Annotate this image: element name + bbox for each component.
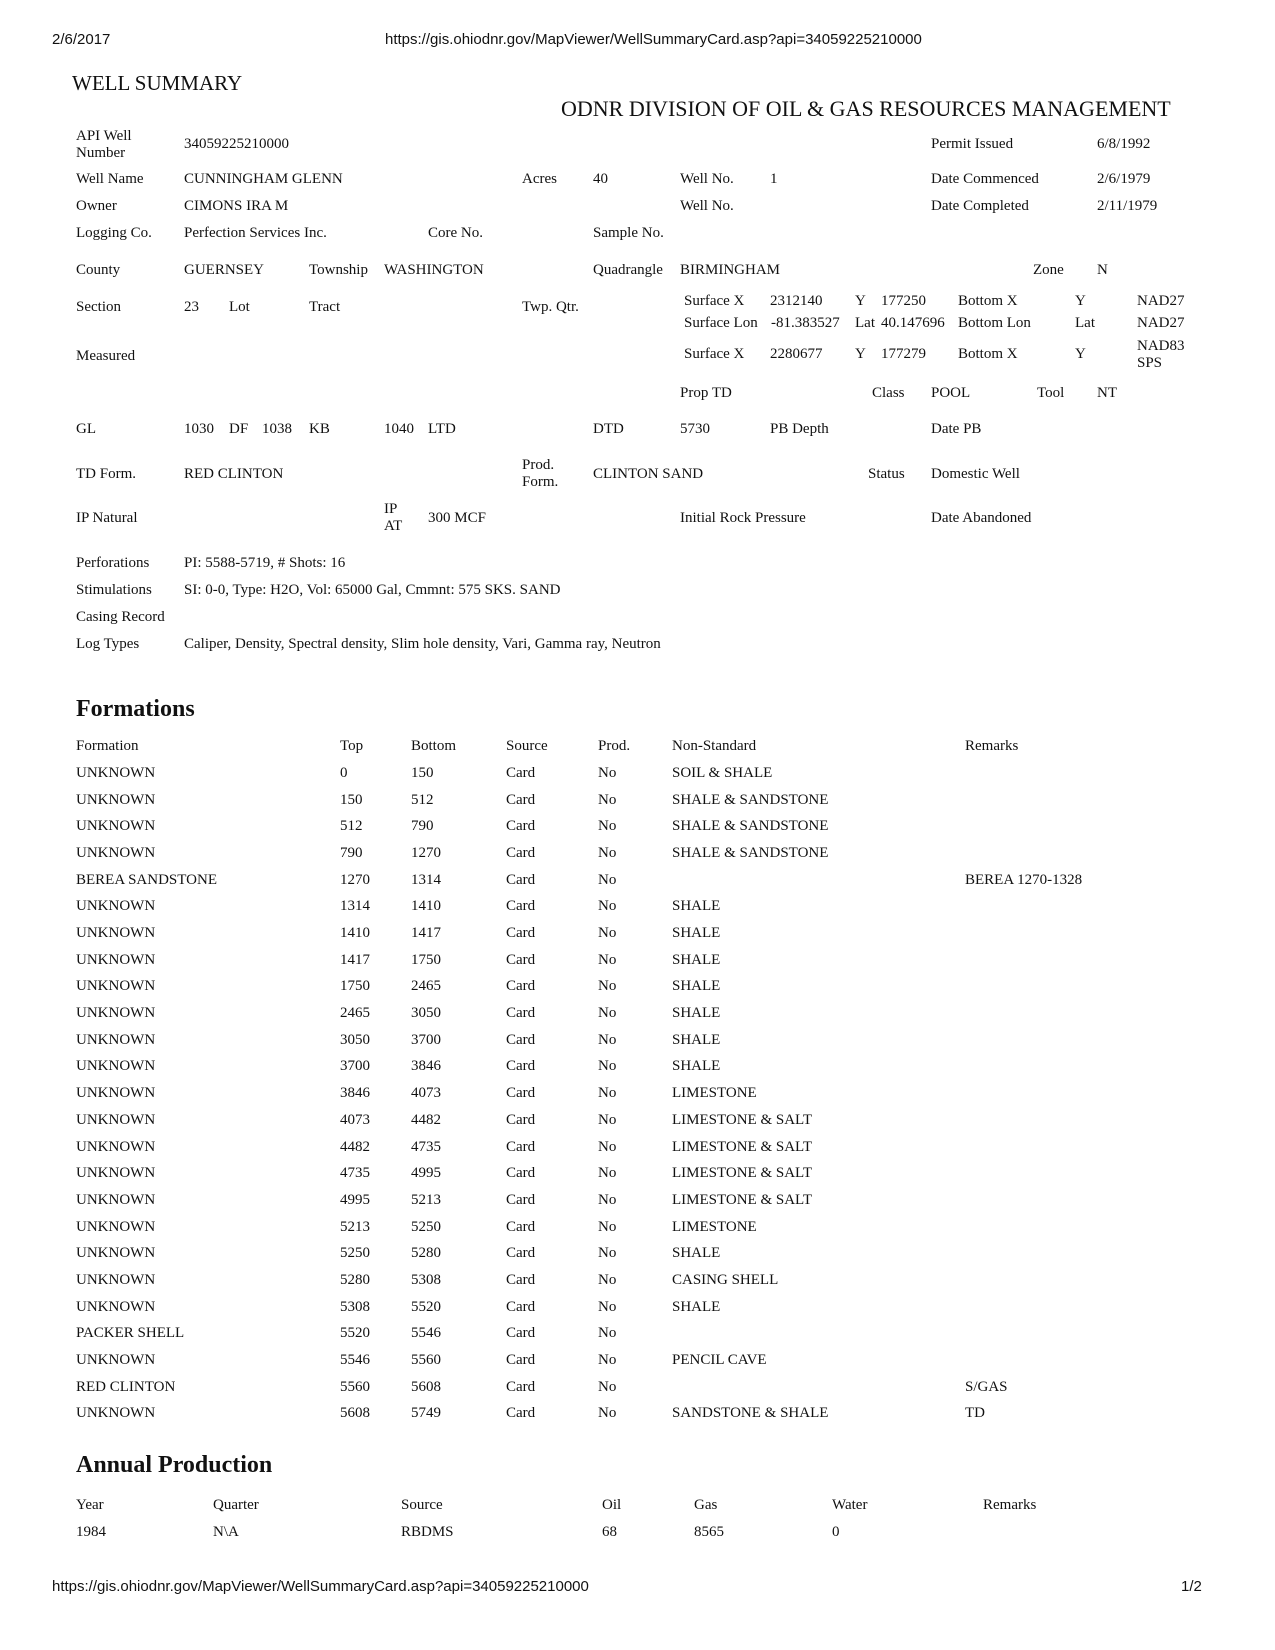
formations-cell: 1750 (340, 978, 370, 995)
formations-cell: 2465 (340, 1005, 370, 1022)
formations-cell: 790 (411, 818, 434, 835)
formations-cell: SOIL & SHALE (672, 765, 773, 781)
formations-cell: No (598, 1351, 617, 1368)
formations-cell: 1314 (411, 871, 441, 888)
prop-td-label: Prop TD (680, 385, 732, 401)
formations-cell: UNKNOWN (76, 1005, 156, 1022)
formations-cell: UNKNOWN (76, 1218, 156, 1235)
owner-value: CIMONS IRA M (184, 198, 289, 214)
owner-label: Owner (76, 198, 117, 214)
formations-cell: Card (506, 1405, 536, 1422)
formations-cell: 5546 (411, 1325, 441, 1342)
production-header-2: Source (401, 1497, 443, 1513)
api-label-2: Number (76, 145, 126, 161)
perforations-label: Perforations (76, 555, 150, 571)
formations-cell: SHALE (672, 1058, 721, 1075)
formations-cell: SHALE (672, 1031, 721, 1048)
formations-cell: Card (506, 818, 536, 835)
formations-cell: SHALE & SANDSTONE (672, 791, 829, 808)
formations-cell: 5308 (340, 1298, 370, 1315)
bottom-lat-label: Lat (1075, 315, 1095, 331)
ip-natural-label: IP Natural (76, 510, 138, 526)
bottom-x2-label: Bottom X (958, 346, 1018, 362)
formations-cell: No (598, 1298, 617, 1315)
kb-label: KB (309, 421, 330, 437)
td-form-value: RED CLINTON (184, 466, 284, 482)
formations-cell: 5280 (340, 1271, 370, 1288)
formations-cell: Card (506, 1165, 536, 1182)
formations-cell: UNKNOWN (76, 1271, 156, 1288)
formations-cell: 4995 (411, 1165, 441, 1182)
formations-cell: Card (506, 1191, 536, 1208)
well-no-value: 1 (770, 171, 778, 187)
formations-cell: SHALE (672, 898, 721, 915)
formations-cell: LIMESTONE & SALT (672, 1165, 813, 1182)
datum-2: NAD27 (1137, 315, 1185, 331)
production-cell: 68 (602, 1524, 617, 1540)
formations-cell: No (598, 845, 617, 862)
formations-cell: 5250 (411, 1218, 441, 1235)
formations-cell: Card (506, 1271, 536, 1288)
formations-cell: 512 (340, 818, 363, 835)
formations-cell: No (598, 791, 617, 808)
formations-cell: 3700 (340, 1058, 370, 1075)
production-header-6: Remarks (983, 1497, 1037, 1513)
formations-cell: S/GAS (965, 1378, 1008, 1395)
formations-cell: 4735 (340, 1165, 370, 1182)
formations-cell: UNKNOWN (76, 898, 156, 915)
formations-cell: No (598, 1058, 617, 1075)
tool-value: NT (1097, 385, 1117, 401)
formations-cell: No (598, 1191, 617, 1208)
formations-cell: LIMESTONE (672, 1218, 757, 1235)
formations-cell: SHALE (672, 1245, 721, 1262)
formations-cell: SHALE (672, 951, 721, 968)
township-value: WASHINGTON (384, 262, 484, 278)
logging-label: Logging Co. (76, 225, 152, 241)
formations-cell: No (598, 871, 617, 888)
datum-3a: NAD83 (1137, 338, 1185, 354)
production-cell: RBDMS (401, 1524, 454, 1540)
formations-cell: No (598, 1271, 617, 1288)
dtd-value: 5730 (680, 421, 710, 437)
acres-value: 40 (593, 171, 608, 187)
perforations-value: PI: 5588-5719, # Shots: 16 (184, 555, 346, 571)
formations-cell: 4073 (411, 1085, 441, 1102)
sample-no-label: Sample No. (593, 225, 664, 241)
formations-cell: 4995 (340, 1191, 370, 1208)
lat-label: Lat (855, 315, 875, 331)
formations-cell: No (598, 978, 617, 995)
print-page-number: 1/2 (1181, 1578, 1202, 1595)
bottom-x-label: Bottom X (958, 293, 1018, 309)
formations-header-5: Non-Standard (672, 738, 757, 754)
formations-header-3: Source (506, 738, 548, 754)
formations-cell: SHALE (672, 1298, 721, 1315)
y2-value: 177279 (881, 346, 926, 362)
formations-cell: UNKNOWN (76, 951, 156, 968)
formations-cell: UNKNOWN (76, 1031, 156, 1048)
formations-cell: 4073 (340, 1111, 370, 1128)
initial-rock-label: Initial Rock Pressure (680, 510, 806, 526)
class-value: POOL (931, 385, 971, 401)
print-url-header[interactable]: https://gis.ohiodnr.gov/MapViewer/WellSummaryCard.asp?api=34059225210000 (385, 31, 922, 48)
production-cell: N\A (213, 1524, 239, 1540)
formations-cell: SHALE (672, 978, 721, 995)
twp-qtr-label: Twp. Qtr. (522, 299, 579, 315)
well-no-label: Well No. (680, 171, 734, 187)
formations-cell: PACKER SHELL (76, 1325, 185, 1342)
prod-form-value: CLINTON SAND (593, 466, 704, 482)
formations-cell: UNKNOWN (76, 1405, 156, 1422)
stimulations-value: SI: 0-0, Type: H2O, Vol: 65000 Gal, Cmmnt: 575 SKS. SAND (184, 582, 561, 598)
formations-cell: UNKNOWN (76, 1298, 156, 1315)
production-cell: 0 (832, 1524, 840, 1540)
formations-cell: No (598, 898, 617, 915)
formations-cell: 0 (340, 765, 348, 781)
formations-cell: UNKNOWN (76, 765, 156, 781)
agency-title: ODNR DIVISION OF OIL & GAS RESOURCES MANAGEMENT (561, 96, 1171, 121)
surface-x2-value: 2280677 (770, 346, 823, 362)
formations-cell: UNKNOWN (76, 1191, 156, 1208)
api-label-1: API Well (76, 128, 132, 144)
class-label: Class (872, 385, 905, 401)
formations-cell: SANDSTONE & SHALE (672, 1405, 829, 1422)
formations-cell: No (598, 1165, 617, 1182)
formations-header-4: Prod. (598, 738, 631, 754)
formations-cell: 3846 (340, 1085, 370, 1102)
well-name-value: CUNNINGHAM GLENN (184, 171, 343, 187)
formations-cell: 5608 (340, 1405, 370, 1422)
formations-cell: UNKNOWN (76, 1351, 156, 1368)
production-header-0: Year (76, 1497, 104, 1513)
formations-cell: 3050 (411, 1005, 441, 1022)
formations-cell: No (598, 1138, 617, 1155)
formations-cell: SHALE & SANDSTONE (672, 818, 829, 835)
formations-cell: Card (506, 925, 536, 942)
permit-issued-value: 6/8/1992 (1097, 136, 1151, 152)
formations-cell: No (598, 951, 617, 968)
formations-header-2: Bottom (411, 738, 457, 754)
formations-cell: BEREA SANDSTONE (76, 871, 217, 888)
pb-depth-label: PB Depth (770, 421, 829, 437)
formations-cell: 5560 (411, 1351, 441, 1368)
formations-cell: 4482 (411, 1111, 441, 1128)
formations-cell: UNKNOWN (76, 1245, 156, 1262)
formations-cell: 1270 (411, 845, 441, 862)
formations-cell: 512 (411, 791, 434, 808)
measured-label: Measured (76, 348, 136, 364)
ip-at-value: 300 MCF (428, 510, 486, 526)
formations-header-1: Top (340, 738, 364, 754)
formations-cell: 5520 (411, 1298, 441, 1315)
quadrangle-label: Quadrangle (593, 262, 663, 278)
df-label: DF (229, 421, 249, 437)
ltd-label: LTD (428, 421, 456, 437)
casing-label: Casing Record (76, 609, 165, 625)
surface-x-value: 2312140 (770, 293, 823, 309)
formations-cell: UNKNOWN (76, 791, 156, 808)
datum-1: NAD27 (1137, 293, 1185, 309)
formations-cell: No (598, 1218, 617, 1235)
formations-cell: Card (506, 1325, 536, 1342)
formations-cell: Card (506, 1031, 536, 1048)
formations-cell: UNKNOWN (76, 845, 156, 862)
dtd-label: DTD (593, 421, 624, 437)
formations-cell: UNKNOWN (76, 818, 156, 835)
section-label: Section (76, 299, 121, 315)
production-header-3: Oil (602, 1497, 622, 1513)
zone-value: N (1097, 262, 1108, 278)
formations-cell: 4482 (340, 1138, 370, 1155)
date-commenced-label: Date Commenced (931, 171, 1039, 187)
tract-label: Tract (309, 299, 341, 315)
formations-cell: 5308 (411, 1271, 441, 1288)
formations-cell: 790 (340, 845, 363, 862)
api-value: 34059225210000 (184, 136, 289, 152)
formations-cell: Card (506, 1298, 536, 1315)
y-value: 177250 (881, 293, 926, 309)
prod-form-label-2: Form. (522, 474, 559, 490)
formations-cell: 5250 (340, 1245, 370, 1262)
formations-cell: No (598, 1245, 617, 1262)
formations-cell: 5280 (411, 1245, 441, 1262)
formations-cell: 1750 (411, 951, 441, 968)
formations-cell: SHALE & SANDSTONE (672, 845, 829, 862)
stimulations-label: Stimulations (76, 582, 152, 598)
formations-cell: UNKNOWN (76, 1111, 156, 1128)
production-header-5: Water (832, 1497, 868, 1513)
formations-cell: Card (506, 765, 536, 781)
acres-label: Acres (522, 171, 557, 187)
td-form-label: TD Form. (76, 466, 136, 482)
core-no-label: Core No. (428, 225, 483, 241)
log-types-label: Log Types (76, 636, 140, 652)
formations-cell: 5749 (411, 1405, 441, 1422)
formations-cell: 5560 (340, 1378, 370, 1395)
formations-cell: 5213 (340, 1218, 370, 1235)
ip-at-label-1: IP (384, 501, 398, 517)
status-value: Domestic Well (931, 466, 1020, 482)
bottom-y2-label: Y (1075, 346, 1086, 362)
well-name-label: Well Name (76, 171, 144, 187)
date-abandoned-label: Date Abandoned (931, 510, 1032, 526)
y2-label: Y (855, 346, 866, 362)
formations-cell: No (598, 1405, 617, 1422)
df-value: 1038 (262, 421, 292, 437)
formations-header-6: Remarks (965, 738, 1019, 754)
date-pb-label: Date PB (931, 421, 982, 437)
permit-issued-label: Permit Issued (931, 136, 1014, 152)
formations-cell: 1410 (411, 898, 441, 915)
formations-cell: LIMESTONE & SALT (672, 1138, 813, 1155)
formations-cell: SHALE (672, 1005, 721, 1022)
formations-cell: 4735 (411, 1138, 441, 1155)
formations-cell: 5546 (340, 1351, 370, 1368)
formations-cell: 1270 (340, 871, 370, 888)
county-value: GUERNSEY (184, 262, 265, 278)
formations-cell: No (598, 1111, 617, 1128)
lat-value: 40.147696 (881, 315, 945, 331)
well-no2-label: Well No. (680, 198, 734, 214)
bottom-y-label: Y (1075, 293, 1086, 309)
print-date: 2/6/2017 (52, 31, 111, 48)
tool-label: Tool (1037, 385, 1065, 401)
formations-cell: Card (506, 1111, 536, 1128)
formations-cell: Card (506, 1005, 536, 1022)
formations-cell: 3700 (411, 1031, 441, 1048)
formations-cell: Card (506, 1245, 536, 1262)
formations-cell: Card (506, 898, 536, 915)
production-title: Annual Production (76, 1452, 273, 1478)
formations-cell: No (598, 1378, 617, 1395)
production-header-1: Quarter (213, 1497, 259, 1513)
quadrangle-value: BIRMINGHAM (680, 262, 781, 278)
log-types-value: Caliper, Density, Spectral density, Slim hole density, Vari, Gamma ray, Neutron (184, 636, 661, 652)
date-completed-value: 2/11/1979 (1097, 198, 1158, 214)
formations-cell: UNKNOWN (76, 1165, 156, 1182)
surface-lon-value: -81.383527 (771, 315, 840, 331)
formations-cell: TD (965, 1405, 985, 1422)
formations-cell: UNKNOWN (76, 978, 156, 995)
date-completed-label: Date Completed (931, 198, 1029, 214)
formations-cell: BEREA 1270-1328 (965, 871, 1083, 888)
formations-cell: 5608 (411, 1378, 441, 1395)
surface-x-label: Surface X (684, 293, 745, 309)
page-title: WELL SUMMARY (72, 71, 243, 95)
formations-cell: 1314 (340, 898, 370, 915)
formations-header-0: Formation (76, 738, 139, 754)
county-label: County (76, 262, 121, 278)
formations-cell: Card (506, 791, 536, 808)
formations-cell: Card (506, 871, 536, 888)
production-cell: 1984 (76, 1524, 106, 1540)
formations-cell: Card (506, 1378, 536, 1395)
bottom-lon-label: Bottom Lon (958, 315, 1031, 331)
formations-cell: CASING SHELL (672, 1271, 779, 1288)
formations-cell: No (598, 1325, 617, 1342)
ip-at-label-2: AT (384, 518, 403, 534)
formations-cell: RED CLINTON (76, 1378, 176, 1395)
formations-cell: 3846 (411, 1058, 441, 1075)
formations-cell: 1417 (411, 925, 441, 942)
formations-cell: Card (506, 1218, 536, 1235)
kb-value: 1040 (384, 421, 414, 437)
formations-cell: 5213 (411, 1191, 441, 1208)
y-label: Y (855, 293, 866, 309)
formations-cell: 5520 (340, 1325, 370, 1342)
formations-cell: Card (506, 978, 536, 995)
gl-label: GL (76, 421, 96, 437)
status-label: Status (868, 466, 905, 482)
formations-cell: UNKNOWN (76, 1085, 156, 1102)
formations-cell: SHALE (672, 925, 721, 942)
section-value: 23 (184, 299, 199, 315)
formations-cell: No (598, 818, 617, 835)
formations-title: Formations (76, 696, 195, 722)
formations-cell: LIMESTONE & SALT (672, 1191, 813, 1208)
formations-cell: Card (506, 951, 536, 968)
formations-cell: UNKNOWN (76, 1058, 156, 1075)
formations-cell: No (598, 765, 617, 781)
date-commenced-value: 2/6/1979 (1097, 171, 1151, 187)
formations-cell: Card (506, 1085, 536, 1102)
lot-label: Lot (229, 299, 250, 315)
formations-cell: 2465 (411, 978, 441, 995)
formations-cell: 1410 (340, 925, 370, 942)
township-label: Township (309, 262, 368, 278)
formations-cell: UNKNOWN (76, 925, 156, 942)
gl-value: 1030 (184, 421, 214, 437)
surface-x2-label: Surface X (684, 346, 745, 362)
formations-cell: Card (506, 1138, 536, 1155)
formations-cell: PENCIL CAVE (672, 1351, 767, 1368)
print-url-footer[interactable]: https://gis.ohiodnr.gov/MapViewer/WellSummaryCard.asp?api=34059225210000 (52, 1578, 589, 1595)
formations-cell: LIMESTONE & SALT (672, 1111, 813, 1128)
formations-cell: 150 (411, 765, 434, 781)
formations-cell: No (598, 1085, 617, 1102)
formations-cell: No (598, 1005, 617, 1022)
datum-3b: SPS (1137, 355, 1163, 371)
prod-form-label-1: Prod. (522, 457, 555, 473)
formations-cell: 3050 (340, 1031, 370, 1048)
production-cell: 8565 (694, 1524, 724, 1540)
surface-lon-label: Surface Lon (684, 315, 758, 331)
production-header-4: Gas (694, 1497, 718, 1513)
formations-cell: Card (506, 845, 536, 862)
formations-cell: No (598, 1031, 617, 1048)
formations-cell: Card (506, 1058, 536, 1075)
formations-cell: LIMESTONE (672, 1085, 757, 1102)
formations-cell: Card (506, 1351, 536, 1368)
formations-cell: No (598, 925, 617, 942)
formations-cell: 1417 (340, 951, 370, 968)
zone-label: Zone (1033, 262, 1064, 278)
formations-cell: UNKNOWN (76, 1138, 156, 1155)
formations-cell: 150 (340, 791, 363, 808)
logging-value: Perfection Services Inc. (184, 225, 327, 241)
